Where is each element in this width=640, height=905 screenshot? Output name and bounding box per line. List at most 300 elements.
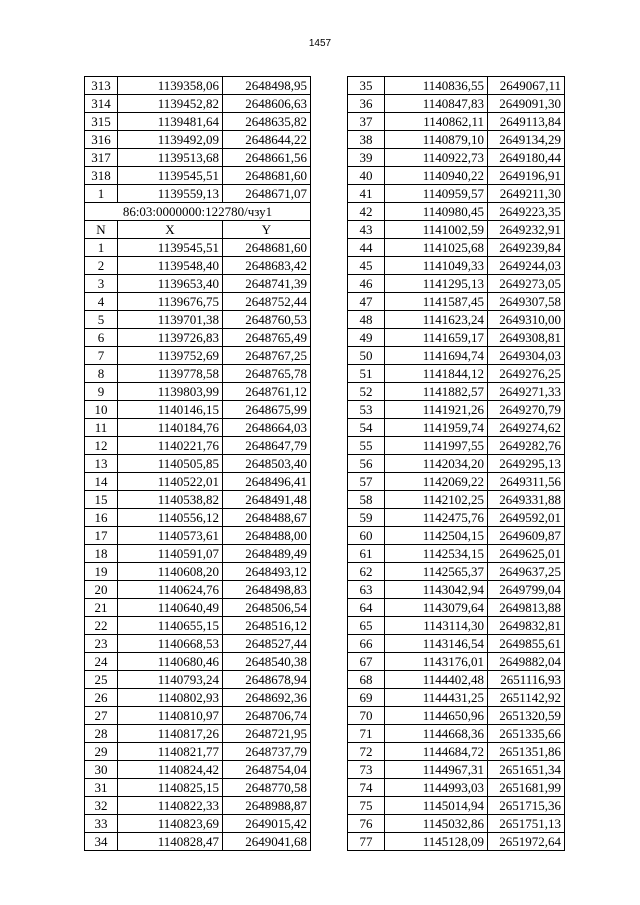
table-row: [348, 491, 565, 509]
point-number: 4: [85, 293, 118, 311]
table-row: [348, 545, 565, 563]
table-row: [348, 761, 565, 779]
table-row: [85, 779, 311, 797]
x-coordinate: 1141844,12: [385, 365, 488, 383]
y-coordinate: 2648683,42: [223, 257, 311, 275]
x-coordinate: 1139358,06: [118, 77, 223, 95]
y-coordinate: 2649015,42: [223, 815, 311, 833]
x-coordinate: 1142565,37: [385, 563, 488, 581]
y-coordinate: 2648498,95: [223, 77, 311, 95]
y-coordinate: 2649637,25: [488, 563, 565, 581]
point-number: 55: [348, 437, 385, 455]
x-coordinate: 1144993,03: [385, 779, 488, 797]
x-coordinate: 1145032,86: [385, 815, 488, 833]
table-row: [85, 77, 311, 95]
y-coordinate: 2648488,67: [223, 509, 311, 527]
point-number: 72: [348, 743, 385, 761]
x-coordinate: 1140793,24: [118, 671, 223, 689]
table-row: [348, 167, 565, 185]
table-row: [85, 185, 311, 203]
x-coordinate: 1141997,55: [385, 437, 488, 455]
y-coordinate: 2648503,40: [223, 455, 311, 473]
point-number: 54: [348, 419, 385, 437]
table-row: [348, 77, 565, 95]
x-coordinate: 1144668,36: [385, 725, 488, 743]
y-coordinate: 2649304,03: [488, 347, 565, 365]
left-section: [85, 203, 311, 239]
point-number: 61: [348, 545, 385, 563]
point-number: 69: [348, 689, 385, 707]
y-coordinate: 2648664,03: [223, 419, 311, 437]
table-row: [85, 635, 311, 653]
y-coordinate: 2649244,03: [488, 257, 565, 275]
x-coordinate: 1140802,93: [118, 689, 223, 707]
header-row: [85, 221, 311, 239]
y-coordinate: 2649134,29: [488, 131, 565, 149]
y-coordinate: 2649311,56: [488, 473, 565, 491]
point-number: 38: [348, 131, 385, 149]
table-row: [348, 689, 565, 707]
y-coordinate: 2648675,99: [223, 401, 311, 419]
x-coordinate: 1140825,15: [118, 779, 223, 797]
x-coordinate: 1140680,46: [118, 653, 223, 671]
x-coordinate: 1140655,15: [118, 617, 223, 635]
y-coordinate: 2648760,53: [223, 311, 311, 329]
x-coordinate: 1140821,77: [118, 743, 223, 761]
x-coordinate: 1140184,76: [118, 419, 223, 437]
table-row: [348, 437, 565, 455]
point-number: 36: [348, 95, 385, 113]
table-row: [348, 725, 565, 743]
point-number: 39: [348, 149, 385, 167]
x-coordinate: 1139559,13: [118, 185, 223, 203]
x-coordinate: 1141049,33: [385, 257, 488, 275]
table-row: [348, 815, 565, 833]
table-row: [85, 365, 311, 383]
y-coordinate: 2651142,92: [488, 689, 565, 707]
y-coordinate: 2649273,05: [488, 275, 565, 293]
y-coordinate: 2648635,82: [223, 113, 311, 131]
y-coordinate: 2649592,01: [488, 509, 565, 527]
y-coordinate: 2649091,30: [488, 95, 565, 113]
y-coordinate: 2648644,22: [223, 131, 311, 149]
x-coordinate: 1140505,85: [118, 455, 223, 473]
y-coordinate: 2648737,79: [223, 743, 311, 761]
y-coordinate: 2651751,13: [488, 815, 565, 833]
table-row: [85, 689, 311, 707]
point-number: 68: [348, 671, 385, 689]
y-coordinate: 2651972,64: [488, 833, 565, 851]
x-coordinate: 1140624,76: [118, 581, 223, 599]
y-coordinate: 2649232,91: [488, 221, 565, 239]
y-coordinate: 2648606,63: [223, 95, 311, 113]
point-number: 65: [348, 617, 385, 635]
coordinates-table-left: [84, 76, 311, 851]
x-coordinate: 1141659,17: [385, 329, 488, 347]
y-coordinate: 2651351,86: [488, 743, 565, 761]
table-row: [348, 257, 565, 275]
table-row: [348, 311, 565, 329]
table-row: [348, 473, 565, 491]
x-coordinate: 1139481,64: [118, 113, 223, 131]
table-row: [85, 743, 311, 761]
left-top-rows: [85, 77, 311, 203]
point-number: 77: [348, 833, 385, 851]
x-coordinate: 1145014,94: [385, 797, 488, 815]
point-number: 67: [348, 653, 385, 671]
table-row: [348, 347, 565, 365]
table-row: [348, 617, 565, 635]
point-number: 70: [348, 707, 385, 725]
point-number: 10: [85, 401, 118, 419]
point-number: 43: [348, 221, 385, 239]
table-row: [85, 383, 311, 401]
x-coordinate: 1140221,76: [118, 437, 223, 455]
y-coordinate: 2649113,84: [488, 113, 565, 131]
x-coordinate: 1139513,68: [118, 149, 223, 167]
header-x: X: [118, 221, 223, 239]
x-coordinate: 1141921,26: [385, 401, 488, 419]
table-row: [348, 563, 565, 581]
y-coordinate: 2651681,99: [488, 779, 565, 797]
y-coordinate: 2649295,13: [488, 455, 565, 473]
point-number: 40: [348, 167, 385, 185]
table-row: [85, 329, 311, 347]
point-number: 49: [348, 329, 385, 347]
point-number: 45: [348, 257, 385, 275]
point-number: 9: [85, 383, 118, 401]
table-row: [348, 833, 565, 851]
table-row: [85, 653, 311, 671]
y-coordinate: 2648692,36: [223, 689, 311, 707]
point-number: 51: [348, 365, 385, 383]
point-number: 32: [85, 797, 118, 815]
x-coordinate: 1139653,40: [118, 275, 223, 293]
point-number: 22: [85, 617, 118, 635]
table-row: [348, 455, 565, 473]
x-coordinate: 1140822,33: [118, 797, 223, 815]
table-row: [85, 293, 311, 311]
x-coordinate: 1140146,15: [118, 401, 223, 419]
point-number: 35: [348, 77, 385, 95]
table-row: [348, 293, 565, 311]
point-number: 13: [85, 455, 118, 473]
table-row: [348, 383, 565, 401]
header-n: N: [85, 221, 118, 239]
y-coordinate: 2648678,94: [223, 671, 311, 689]
x-coordinate: 1140847,83: [385, 95, 488, 113]
point-number: 7: [85, 347, 118, 365]
x-coordinate: 1143042,94: [385, 581, 488, 599]
table-row: [348, 743, 565, 761]
y-coordinate: 2648754,04: [223, 761, 311, 779]
table-row: [348, 671, 565, 689]
y-coordinate: 2649211,30: [488, 185, 565, 203]
table-row: [85, 671, 311, 689]
point-number: 53: [348, 401, 385, 419]
page-number: 1457: [308, 38, 332, 49]
table-row: [348, 599, 565, 617]
table-row: [348, 203, 565, 221]
y-coordinate: 2649274,62: [488, 419, 565, 437]
point-number: 314: [85, 95, 118, 113]
point-number: 14: [85, 473, 118, 491]
x-coordinate: 1144967,31: [385, 761, 488, 779]
point-number: 16: [85, 509, 118, 527]
point-number: 42: [348, 203, 385, 221]
y-coordinate: 2649270,79: [488, 401, 565, 419]
table-row: [348, 275, 565, 293]
point-number: 12: [85, 437, 118, 455]
point-number: 57: [348, 473, 385, 491]
point-number: 33: [85, 815, 118, 833]
y-coordinate: 2649196,91: [488, 167, 565, 185]
x-coordinate: 1139778,58: [118, 365, 223, 383]
y-coordinate: 2649832,81: [488, 617, 565, 635]
point-number: 41: [348, 185, 385, 203]
x-coordinate: 1139676,75: [118, 293, 223, 311]
point-number: 3: [85, 275, 118, 293]
table-row: [348, 95, 565, 113]
y-coordinate: 2648761,12: [223, 383, 311, 401]
point-number: 1: [85, 239, 118, 257]
point-number: 5: [85, 311, 118, 329]
table-row: [348, 581, 565, 599]
table-row: [348, 365, 565, 383]
y-coordinate: 2649180,44: [488, 149, 565, 167]
table-row: [85, 113, 311, 131]
x-coordinate: 1140879,10: [385, 131, 488, 149]
table-row: [85, 491, 311, 509]
y-coordinate: 2649625,01: [488, 545, 565, 563]
point-number: 24: [85, 653, 118, 671]
x-coordinate: 1141002,59: [385, 221, 488, 239]
point-number: 50: [348, 347, 385, 365]
y-coordinate: 2649882,04: [488, 653, 565, 671]
x-coordinate: 1141694,74: [385, 347, 488, 365]
x-coordinate: 1143114,30: [385, 617, 488, 635]
point-number: 34: [85, 833, 118, 851]
x-coordinate: 1140556,12: [118, 509, 223, 527]
point-number: 59: [348, 509, 385, 527]
y-coordinate: 2649609,87: [488, 527, 565, 545]
table-row: [85, 437, 311, 455]
x-coordinate: 1145128,09: [385, 833, 488, 851]
table-row: [85, 527, 311, 545]
point-number: 44: [348, 239, 385, 257]
x-coordinate: 1143146,54: [385, 635, 488, 653]
x-coordinate: 1140591,07: [118, 545, 223, 563]
point-number: 37: [348, 113, 385, 131]
table-row: [85, 167, 311, 185]
y-coordinate: 2649282,76: [488, 437, 565, 455]
point-number: 52: [348, 383, 385, 401]
point-number: 19: [85, 563, 118, 581]
x-coordinate: 1141959,74: [385, 419, 488, 437]
x-coordinate: 1141623,24: [385, 311, 488, 329]
table-row: [85, 275, 311, 293]
table-row: [85, 797, 311, 815]
y-coordinate: 2648770,58: [223, 779, 311, 797]
point-number: 313: [85, 77, 118, 95]
point-number: 75: [348, 797, 385, 815]
x-coordinate: 1140538,82: [118, 491, 223, 509]
y-coordinate: 2648488,00: [223, 527, 311, 545]
y-coordinate: 2648671,07: [223, 185, 311, 203]
table-row: [348, 707, 565, 725]
point-number: 26: [85, 689, 118, 707]
table-row: [85, 545, 311, 563]
table-row: [85, 257, 311, 275]
table-row: [85, 401, 311, 419]
point-number: 317: [85, 149, 118, 167]
y-coordinate: 2648661,56: [223, 149, 311, 167]
x-coordinate: 1140940,22: [385, 167, 488, 185]
point-number: 48: [348, 311, 385, 329]
table-row: [348, 419, 565, 437]
x-coordinate: 1142034,20: [385, 455, 488, 473]
table-row: [85, 815, 311, 833]
point-number: 11: [85, 419, 118, 437]
point-number: 21: [85, 599, 118, 617]
table-row: [348, 113, 565, 131]
point-number: 56: [348, 455, 385, 473]
x-coordinate: 1139752,69: [118, 347, 223, 365]
table-row: [348, 653, 565, 671]
x-coordinate: 1141025,68: [385, 239, 488, 257]
table-row: [348, 149, 565, 167]
y-coordinate: 2651116,93: [488, 671, 565, 689]
table-row: [85, 419, 311, 437]
point-number: 74: [348, 779, 385, 797]
table-row: [85, 833, 311, 851]
x-coordinate: 1142504,15: [385, 527, 488, 545]
y-coordinate: 2651715,36: [488, 797, 565, 815]
point-number: 58: [348, 491, 385, 509]
y-coordinate: 2649307,58: [488, 293, 565, 311]
y-coordinate: 2648491,48: [223, 491, 311, 509]
x-coordinate: 1140959,57: [385, 185, 488, 203]
x-coordinate: 1139545,51: [118, 239, 223, 257]
left-body-rows: [85, 239, 311, 851]
x-coordinate: 1139492,09: [118, 131, 223, 149]
x-coordinate: 1140862,11: [385, 113, 488, 131]
point-number: 60: [348, 527, 385, 545]
table-row: [85, 725, 311, 743]
y-coordinate: 2648706,74: [223, 707, 311, 725]
point-number: 71: [348, 725, 385, 743]
x-coordinate: 1140608,20: [118, 563, 223, 581]
table-row: [348, 509, 565, 527]
point-number: 73: [348, 761, 385, 779]
x-coordinate: 1141882,57: [385, 383, 488, 401]
x-coordinate: 1139726,83: [118, 329, 223, 347]
table-row: [348, 329, 565, 347]
x-coordinate: 1140980,45: [385, 203, 488, 221]
table-row: [85, 509, 311, 527]
x-coordinate: 1139701,38: [118, 311, 223, 329]
point-number: 8: [85, 365, 118, 383]
y-coordinate: 2649799,04: [488, 581, 565, 599]
point-number: 6: [85, 329, 118, 347]
coordinates-table-right: [347, 76, 565, 851]
point-number: 15: [85, 491, 118, 509]
point-number: 29: [85, 743, 118, 761]
point-number: 63: [348, 581, 385, 599]
table-row: [348, 527, 565, 545]
x-coordinate: 1139452,82: [118, 95, 223, 113]
y-coordinate: 2648493,12: [223, 563, 311, 581]
table-row: [85, 347, 311, 365]
point-number: 18: [85, 545, 118, 563]
point-number: 47: [348, 293, 385, 311]
point-number: 23: [85, 635, 118, 653]
table-row: [348, 635, 565, 653]
y-coordinate: 2651320,59: [488, 707, 565, 725]
x-coordinate: 1143079,64: [385, 599, 488, 617]
y-coordinate: 2651335,66: [488, 725, 565, 743]
y-coordinate: 2648767,25: [223, 347, 311, 365]
point-number: 30: [85, 761, 118, 779]
y-coordinate: 2649223,35: [488, 203, 565, 221]
y-coordinate: 2648681,60: [223, 167, 311, 185]
x-coordinate: 1140823,69: [118, 815, 223, 833]
x-coordinate: 1140640,49: [118, 599, 223, 617]
x-coordinate: 1140828,47: [118, 833, 223, 851]
x-coordinate: 1141295,13: [385, 275, 488, 293]
table-row: [348, 401, 565, 419]
table-row: [85, 563, 311, 581]
table-row: [85, 707, 311, 725]
y-coordinate: 2649276,25: [488, 365, 565, 383]
table-row: [85, 239, 311, 257]
y-coordinate: 2648496,41: [223, 473, 311, 491]
x-coordinate: 1144402,48: [385, 671, 488, 689]
y-coordinate: 2648540,38: [223, 653, 311, 671]
y-coordinate: 2648765,78: [223, 365, 311, 383]
right-body-rows: [348, 77, 565, 851]
y-coordinate: 2649813,88: [488, 599, 565, 617]
x-coordinate: 1141587,45: [385, 293, 488, 311]
point-number: 27: [85, 707, 118, 725]
y-coordinate: 2648506,54: [223, 599, 311, 617]
point-number: 316: [85, 131, 118, 149]
x-coordinate: 1142102,25: [385, 491, 488, 509]
section-title: 86:03:0000000:122780/чзу1: [85, 203, 311, 221]
y-coordinate: 2648516,12: [223, 617, 311, 635]
y-coordinate: 2649331,88: [488, 491, 565, 509]
x-coordinate: 1140836,55: [385, 77, 488, 95]
table-row: [348, 797, 565, 815]
y-coordinate: 2648498,83: [223, 581, 311, 599]
x-coordinate: 1140810,97: [118, 707, 223, 725]
point-number: 25: [85, 671, 118, 689]
point-number: 20: [85, 581, 118, 599]
table-row: [348, 239, 565, 257]
point-number: 2: [85, 257, 118, 275]
table-row: [85, 581, 311, 599]
table-row: [85, 149, 311, 167]
x-coordinate: 1140522,01: [118, 473, 223, 491]
y-coordinate: 2648988,87: [223, 797, 311, 815]
point-number: 28: [85, 725, 118, 743]
x-coordinate: 1139803,99: [118, 383, 223, 401]
x-coordinate: 1140824,42: [118, 761, 223, 779]
table-row: [85, 95, 311, 113]
point-number: 66: [348, 635, 385, 653]
y-coordinate: 2649271,33: [488, 383, 565, 401]
point-number: 62: [348, 563, 385, 581]
